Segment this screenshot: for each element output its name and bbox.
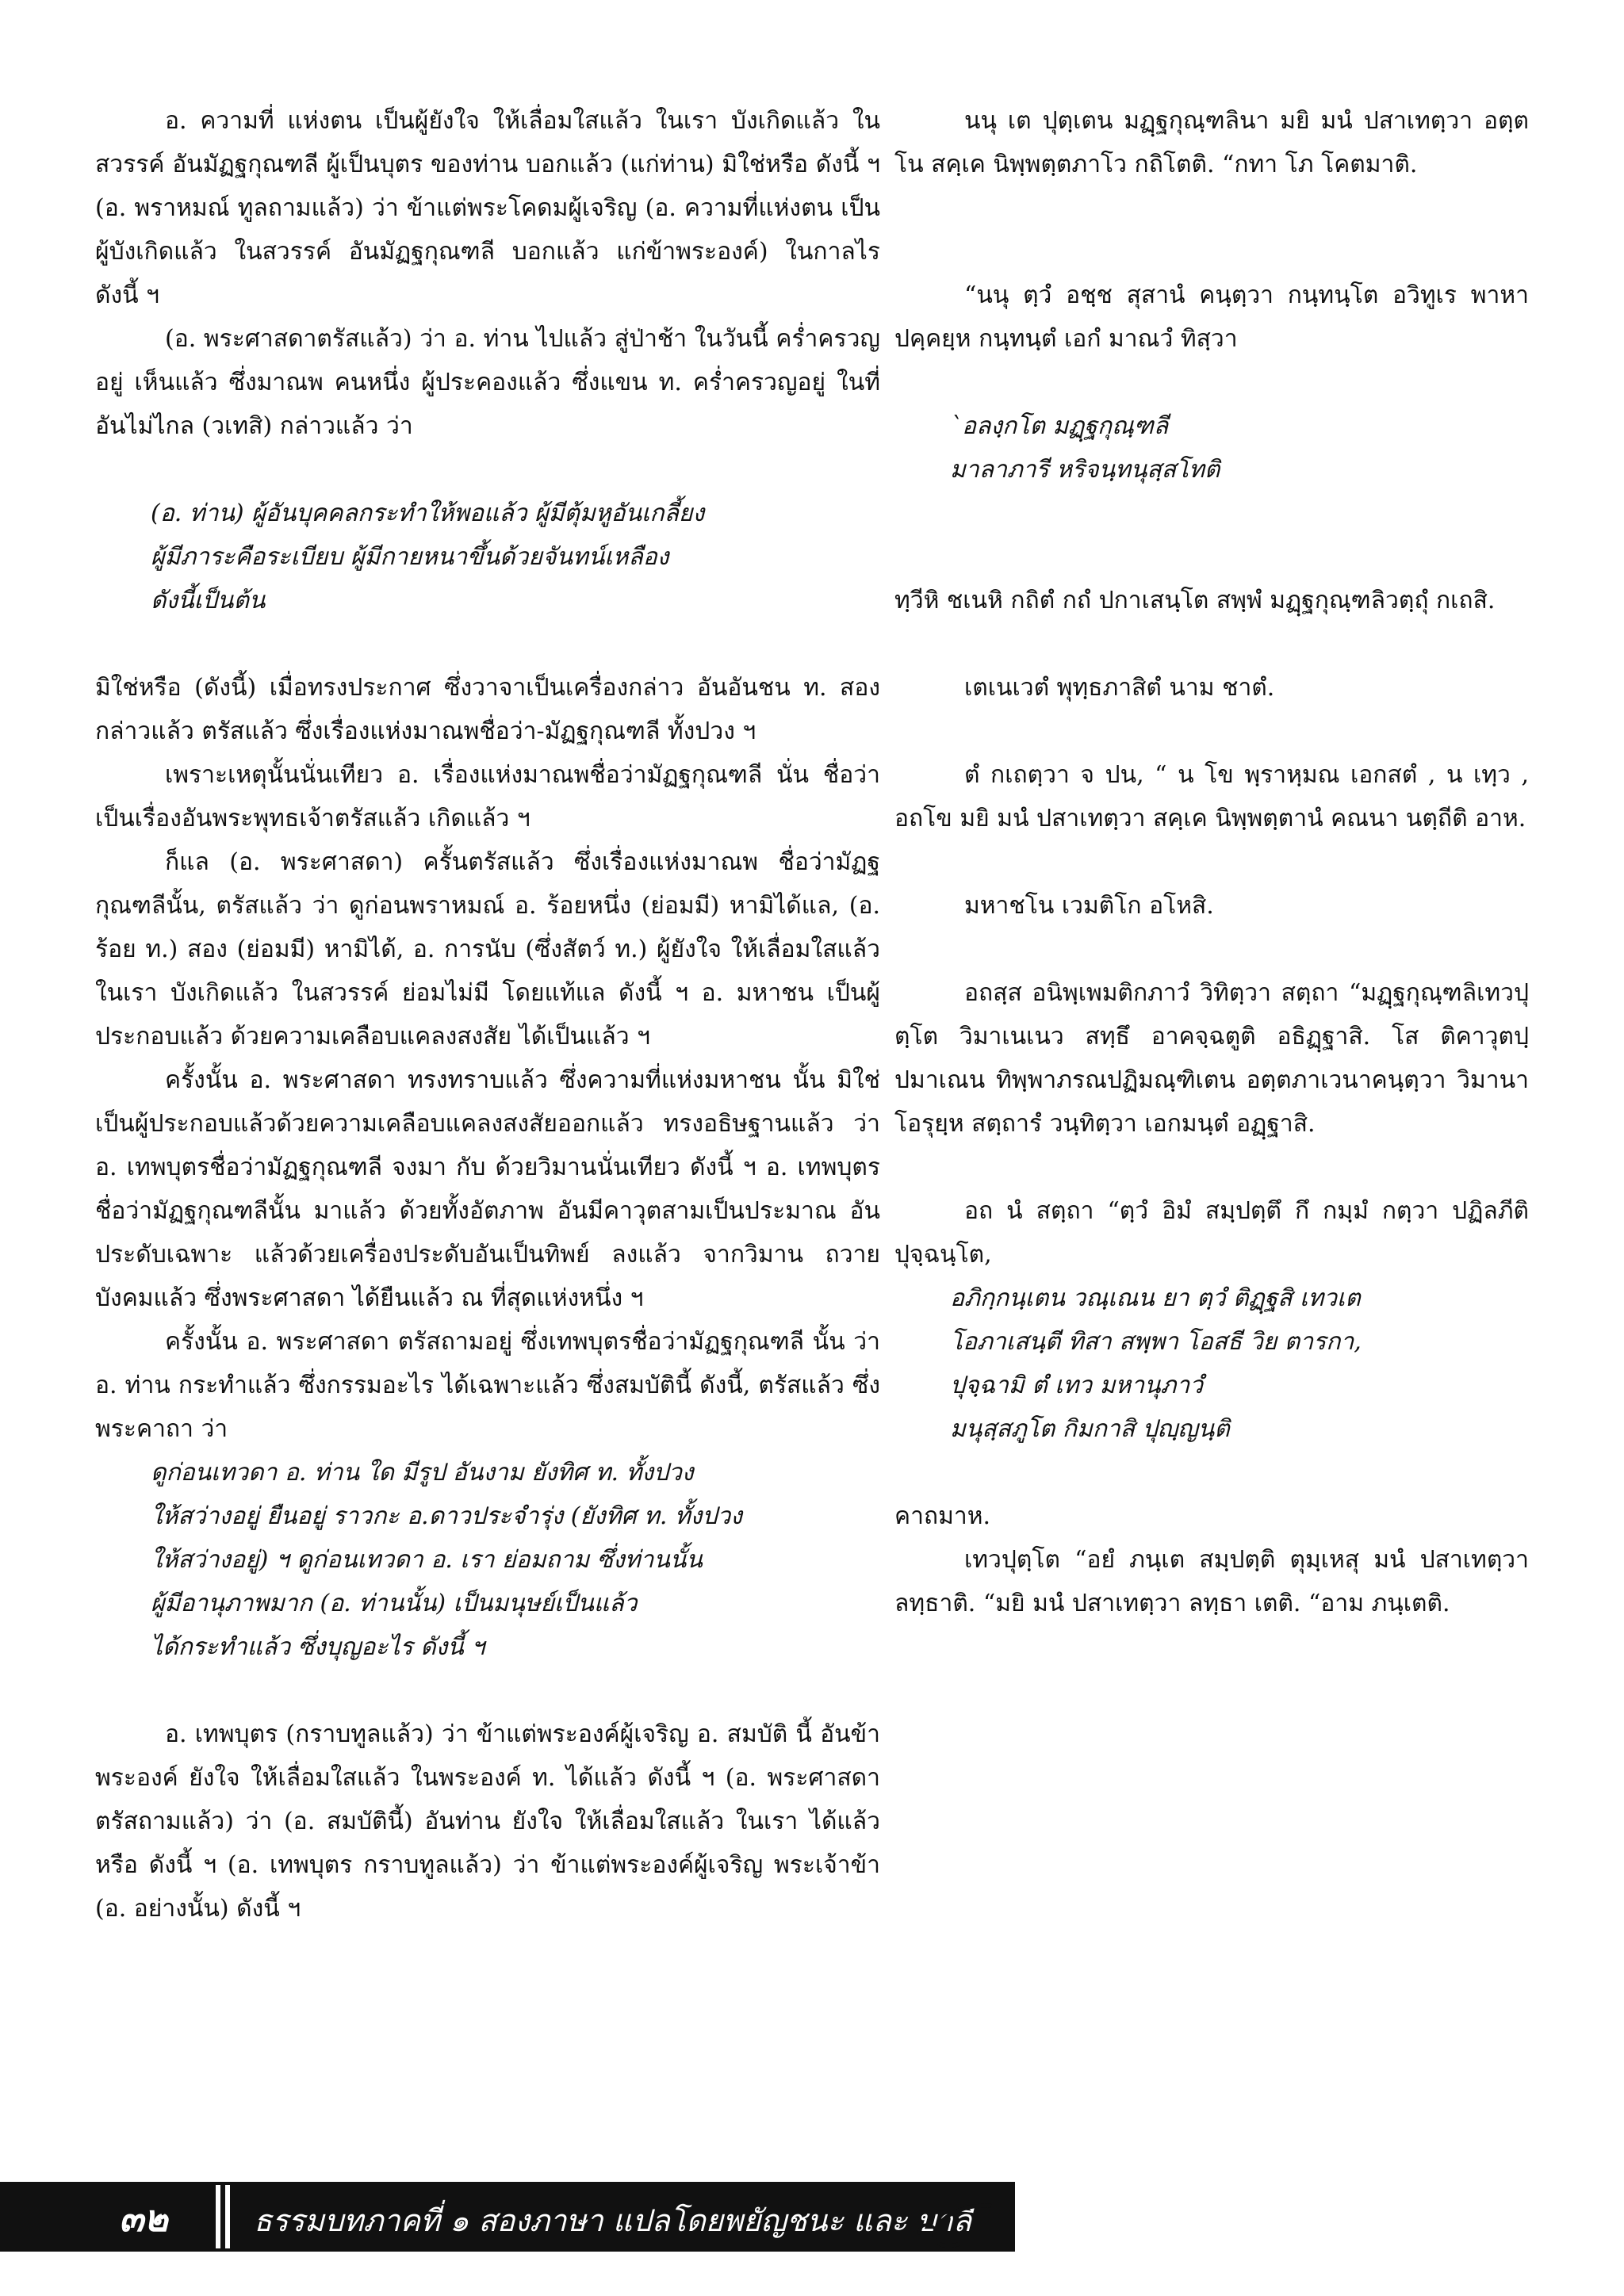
verse-line: ให้สว่างอยู่) ฯ ดูก่อนเทวดา อ. เรา ย่อมถาม ซึ่งท่านนั้น xyxy=(151,1546,703,1574)
verse-line: `อลงฺกโต มฏฺฐกุณฺฑลี xyxy=(950,412,1169,440)
verse-line: ปุจฺฉามิ ตํ เทว มหานุภาวํ xyxy=(950,1372,1204,1399)
paragraph: มหาชโน เวมติโก อโหสิ. xyxy=(964,892,1214,920)
verse-line: ได้กระทำแล้ว ซึ่งบุญอะไร ดังนี้ ฯ xyxy=(151,1633,485,1661)
paragraph: “นนุ ตฺวํ อชฺช สุสานํ คนฺตฺวา กนฺทนฺโต อวิทูเร พาหา ปคฺคยฺห กนฺทนฺตํ เอกํ มาณวํ ทิสฺวา xyxy=(894,281,1529,353)
verse-line: ดูก่อนเทวดา อ. ท่าน ใด มีรูป อันงาม ยังทิศ ท. ทั้งปวง xyxy=(151,1459,694,1487)
page-footer xyxy=(0,2182,1624,2252)
paragraph: เทวปุตฺโต “อยํ ภนฺเต สมฺปตฺติ ตุมฺเหสุ มนํ ปสาเทตฺวา ลทฺธาติ. “มยิ มนํ ปสาเทตฺวา ลทฺธา เตติ. “อาม ภนฺเตติ. xyxy=(894,1546,1529,1617)
verse-line: ให้สว่างอยู่ ยืนอยู่ ราวกะ อ.ดาวประจำรุ่ง (ยังทิศ ท. ทั้งปวง xyxy=(151,1502,742,1530)
verse-line: ผู้มีภาระคือระเบียบ ผู้มีกายหนาขึ้นด้วยจันทน์เหลือง xyxy=(151,543,669,571)
paragraph: อ. ความที่ แห่งตน เป็นผู้ยังใจ ให้เลื่อมใสแล้ว ในเรา บังเกิดแล้ว ในสวรรค์ อันมัฏฐกุณฑลี ผู้เป็นบุตร ของท่าน บอกแล้ว (แก่ท่าน) มิใช่หรือ ดังนี้ ฯ (อ. พราหมณ์ ทูลถามแล้ว) ว่า ข้าแต่พระโคดมผู้เจริญ (อ. ความที่แห่งตน เป็นผู้บังเกิดแล้ว ในสวรรค์ อันมัฏฐกุณฑลี บอกแล้ว แก่ข้าพระองค์) ในกาลไร ดังนี้ ฯ xyxy=(95,107,880,309)
paragraph: ก็แล (อ. พระศาสดา) ครั้นตรัสแล้ว ซึ่งเรื่องแห่งมาณพ ชื่อว่ามัฏฐกุณฑลีนั้น, ตรัสแล้ว ว่า ดูก่อนพราหมณ์ อ. ร้อยหนึ่ง (ย่อมมี) หามิได้แล, (อ. ร้อย ท.) สอง (ย่อมมี) หามิได้, อ. การนับ (ซึ่งสัตว์ ท.) ผู้ยังใจ ให้เลื่อมใสแล้ว ในเรา บังเกิดแล้ว ในสวรรค์ ย่อมไม่มี โดยแท้แล ดังนี้ ฯ อ. มหาชน เป็นผู้ประกอบแล้ว ด้วยความเคลือบแคลงสงสัย ได้เป็นแล้ว ฯ xyxy=(95,848,880,1050)
paragraph: อ. เทพบุตร (กราบทูลแล้ว) ว่า ข้าแต่พระองค์ผู้เจริญ อ. สมบัติ นี้ อันข้าพระองค์ ยังใจ ให้เลื่อมใสแล้ว ในพระองค์ ท. ได้แล้ว ดังนี้ ฯ (อ. พระศาสดา ตรัสถามแล้ว) ว่า (อ. สมบัตินี้) อันท่าน ยังใจ ให้เลื่อมใสแล้ว ในเรา ได้แล้ว หรือ ดังนี้ ฯ (อ. เทพบุตร กราบทูลแล้ว) ว่า ข้าแต่พระองค์ผู้เจริญ พระเจ้าข้า (อ. อย่างนั้น) ดังนี้ ฯ xyxy=(95,1720,880,1923)
paragraph: อถ นํ สตฺถา “ตฺวํ อิมํ สมฺปตฺตึ กึ กมฺมํ กตฺวา ปฏิลภีติ ปุจฺฉนฺโต, xyxy=(894,1197,1529,1269)
paragraph: อถสฺส อนิพฺเพมติกภาวํ วิทิตฺวา สตฺถา “มฏฺฐกุณฺฑลิเทวปุตฺโต วิมาเนเนว สทฺธึ อาคจฺฉตูติ อธิฏฺฐาสิ. โส ติคาวุตปฺปมาเณน ทิพฺพาภรณปฏิมณฺฑิเตน อตฺตภาเวนาคนฺตฺวา วิมานา โอรุยฺห สตฺถารํ วนฺทิตฺวา เอกมนฺตํ อฏฺฐาสิ. xyxy=(894,979,1529,1138)
verse-line: โอภาเสนฺตี ทิสา สพฺพา โอสธี วิย ตารกา, xyxy=(950,1328,1362,1356)
verse-line: ดังนี้เป็นต้น xyxy=(151,587,266,614)
footer-divider xyxy=(225,2185,230,2248)
paragraph: (อ. พระศาสดาตรัสแล้ว) ว่า อ. ท่าน ไปแล้ว สู่ป่าช้า ในวันนี้ คร่ำครวญอยู่ เห็นแล้ว ซึ่งมาณพ คนหนึ่ง ผู้ประคองแล้ว ซึ่งแขน ท. คร่ำครวญอยู่ ในที่อันไม่ไกล (วเทสิ) กล่าวแล้ว ว่า xyxy=(95,325,880,440)
verse-block xyxy=(894,404,1529,492)
verse-line: มาลาภารี หริจนฺทนุสฺสโทติ xyxy=(950,456,1220,484)
paragraph: ทฺวีหิ ชเนหิ กถิตํ กถํ ปกาเสนฺโต สพฺพํ มฏฺฐกุณฺฑลิวตฺถุํ กเถสิ. xyxy=(894,587,1496,614)
paragraph: เพราะเหตุนั้นนั่นเทียว อ. เรื่องแห่งมาณพชื่อว่ามัฏฐกุณฑลี นั่น ชื่อว่าเป็นเรื่องอันพระพุทธเจ้าตรัสแล้ว เกิดแล้ว ฯ xyxy=(95,761,880,832)
paragraph: ตํ กเถตฺวา จ ปน, “ น โข พฺราหฺมณ เอกสตํ , น เทฺว , อถโข มยิ มนํ ปสาเทตฺวา สคฺเค นิพฺพตฺตานํ คณนา นตฺถีติ อาห. xyxy=(894,761,1529,832)
verse-line: อภิกฺกนฺเตน วณฺเณน ยา ตฺวํ ติฏฺฐสิ เทวเต xyxy=(950,1284,1361,1312)
flourish-ornament-icon xyxy=(912,2198,999,2253)
paragraph: คาถมาห. xyxy=(894,1502,991,1530)
paragraph: เตเนเวตํ พุทฺธภาสิตํ นาม ชาตํ. xyxy=(964,674,1275,702)
pali-column xyxy=(894,99,1529,1625)
verse-line: ผู้มีอานุภาพมาก (อ. ท่านนั้น) เป็นมนุษย์เป็นแล้ว xyxy=(151,1590,638,1617)
footer-book-title: ธรรมบทภาคที่ ๑ สองภาษา แปลโดยพยัญชนะ และ บาลี xyxy=(254,2203,972,2238)
paragraph: ครั้งนั้น อ. พระศาสดา ทรงทราบแล้ว ซึ่งความที่แห่งมหาชน นั้น มิใช่เป็นผู้ประกอบแล้วด้วยความเคลือบแคลงสงสัยออกแล้ว ทรงอธิษฐานแล้ว ว่า อ. เทพบุตรชื่อว่ามัฏฐกุณฑลี จงมา กับ ด้วยวิมานนั่นเทียว ดังนี้ ฯ อ. เทพบุตรชื่อว่ามัฏฐกุณฑลีนั้น มาแล้ว ด้วยทั้งอัตภาพ อันมีคาวุตสามเป็นประมาณ อันประดับเฉพาะ แล้วด้วยเครื่องประดับอันเป็นทิพย์ ลงแล้ว จากวิมาน ถวายบังคมแล้ว ซึ่งพระศาสดา ได้ยืนแล้ว ณ ที่สุดแห่งหนึ่ง ฯ xyxy=(95,1066,880,1312)
thai-translation-column xyxy=(95,99,880,1931)
paragraph: มิใช่หรือ (ดังนี้) เมื่อทรงประกาศ ซึ่งวาจาเป็นเครื่องกล่าว อันอันชน ท. สอง กล่าวแล้ว ตรัสแล้ว ซึ่งเรื่องแห่งมาณพชื่อว่า-มัฏฐกุณฑลี ทั้งปวง ฯ xyxy=(95,674,880,745)
verse-line: (อ. ท่าน) ผู้อันบุคคลกระทำให้พอแล้ว ผู้มีตุ้มหูอันเกลี้ยง xyxy=(151,499,705,527)
verse-block xyxy=(95,1451,880,1669)
verse-block xyxy=(894,1276,1529,1451)
footer-divider xyxy=(216,2185,220,2248)
paragraph: ครั้งนั้น อ. พระศาสดา ตรัสถามอยู่ ซึ่งเทพบุตรชื่อว่ามัฏฐกุณฑลี นั้น ว่า อ. ท่าน กระทำแล้ว ซึ่งกรรมอะไร ได้เฉพาะแล้ว ซึ่งสมบัตินี้ ดังนี้, ตรัสแล้ว ซึ่งพระคาถา ว่า xyxy=(95,1328,880,1443)
verse-line: มนุสฺสภูโต กิมกาสิ ปุญฺญนฺติ xyxy=(950,1415,1230,1443)
paragraph: นนุ เต ปุตฺเตน มฏฺฐกุณฺฑลินา มยิ มนํ ปสาเทตฺวา อตฺตโน สคฺเค นิพฺพตฺตภาโว กถิโตติ. “กทา โภ โคตมาติ. xyxy=(894,107,1529,178)
verse-block xyxy=(95,492,880,622)
page-number: ๓๒ xyxy=(119,2197,168,2240)
